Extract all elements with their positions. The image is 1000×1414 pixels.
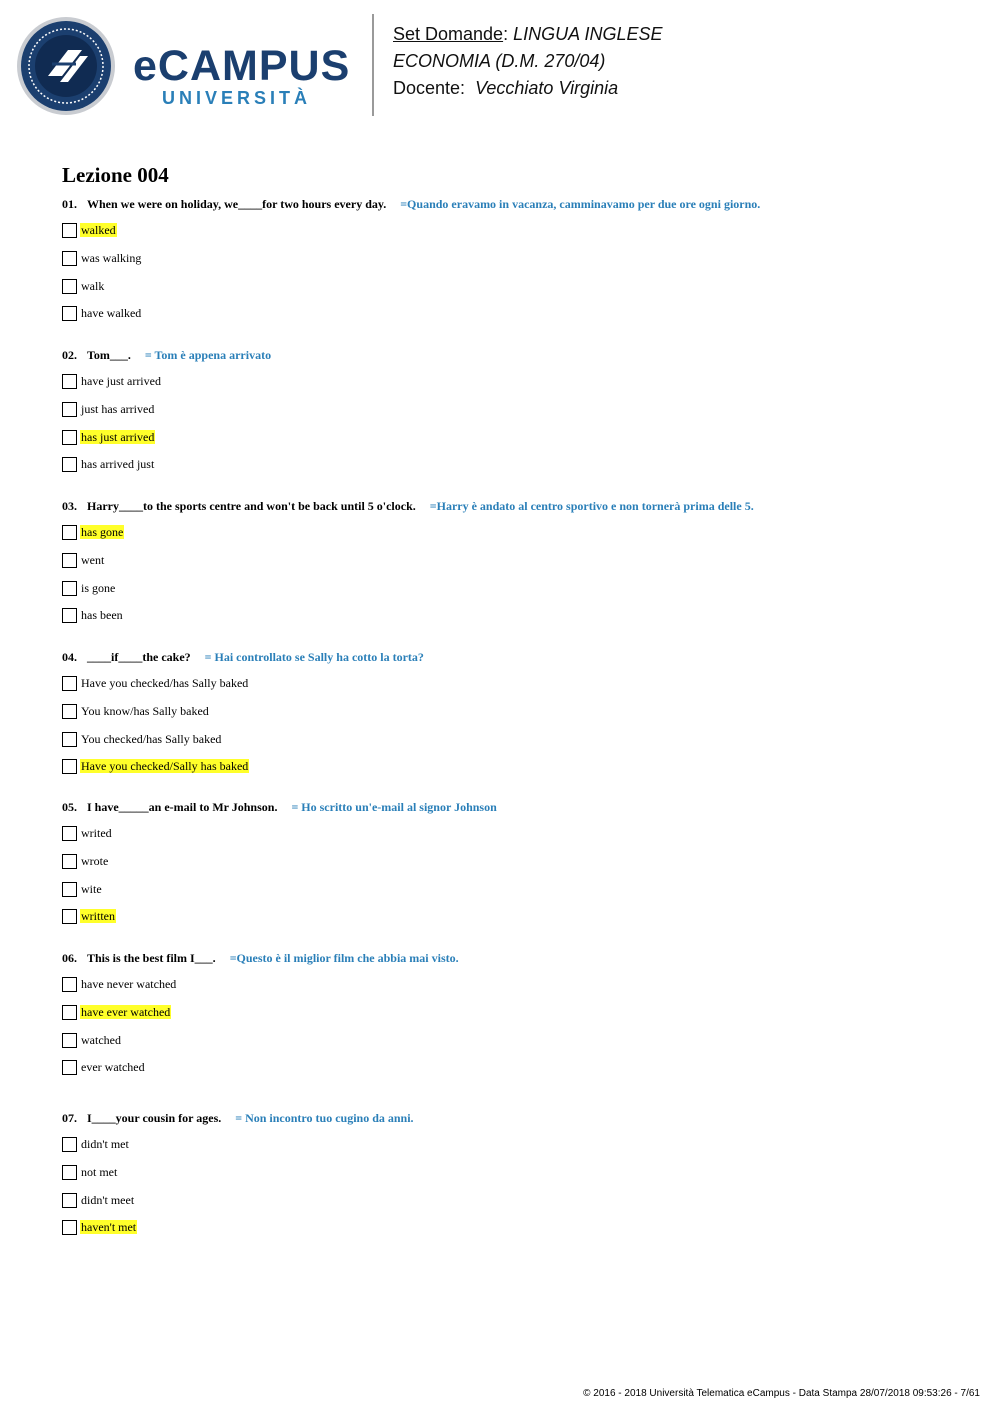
answer-checkbox[interactable] [62, 1033, 77, 1048]
page-header [0, 0, 1000, 130]
question-text: This is the best film I___. [87, 951, 216, 965]
answer-checkbox[interactable] [62, 430, 77, 445]
answer-checkbox[interactable] [62, 909, 77, 924]
correct-answer-label: haven't met [81, 1220, 137, 1234]
answer-checkbox[interactable] [62, 1165, 77, 1180]
question-2 [62, 348, 271, 363]
set-label: Set Domande [393, 24, 504, 44]
answer-label: didn't meet [81, 1193, 135, 1207]
question-4 [62, 650, 424, 665]
answer-label: wrote [81, 854, 109, 868]
answer-checkbox[interactable] [62, 374, 77, 389]
answer-checkbox[interactable] [62, 1193, 77, 1208]
answer-checkbox[interactable] [62, 676, 77, 691]
question-text: When we were on holiday, we____for two hours every day. [87, 197, 387, 211]
question-text: Harry____to the sports centre and won't be back until 5 o'clock. [87, 499, 416, 513]
answer-checkbox[interactable] [62, 1220, 77, 1235]
question-number: 01. [62, 197, 77, 211]
correct-answer-label: has gone [81, 525, 124, 539]
question-3 [62, 499, 754, 514]
answer-checkbox[interactable] [62, 1005, 77, 1020]
correct-answer-label: have ever watched [81, 1005, 171, 1019]
answer-label: have walked [81, 306, 142, 320]
answer-checkbox[interactable] [62, 1137, 77, 1152]
answer-checkbox[interactable] [62, 608, 77, 623]
answer-label: writed [81, 826, 112, 840]
question-translation: = Tom è appena arrivato [144, 348, 272, 362]
answer-label: You checked/has Sally baked [81, 732, 222, 746]
question-translation: =Quando eravamo in vacanza, camminavamo per due ore ogni giorno. [400, 197, 761, 211]
question-6 [62, 951, 459, 966]
answer-label: is gone [81, 581, 116, 595]
answer-label: went [81, 553, 105, 567]
answer-checkbox[interactable] [62, 553, 77, 568]
teacher-line [393, 78, 618, 99]
correct-answer-label: written [81, 909, 115, 923]
question-text: Tom___. [87, 348, 131, 362]
answer-label: wite [81, 882, 102, 896]
answer-checkbox[interactable] [62, 704, 77, 719]
question-translation: = Ho scritto un'e-mail al signor Johnson [291, 800, 497, 814]
question-number: 04. [62, 650, 77, 664]
set-line [393, 24, 663, 45]
answer-checkbox[interactable] [62, 279, 77, 294]
answer-label: didn't met [81, 1137, 129, 1151]
set-separator: : [503, 24, 509, 44]
logo-wordmark: eCAMPUS [133, 42, 351, 90]
answer-label: You know/has Sally baked [81, 704, 209, 718]
question-5 [62, 800, 497, 815]
header-divider [372, 14, 374, 116]
course: ECONOMIA (D.M. 270/04) [393, 51, 606, 71]
teacher-name: Vecchiato Virginia [475, 78, 619, 98]
correct-answer-label: has just arrived [81, 430, 155, 444]
answer-checkbox[interactable] [62, 251, 77, 266]
answer-checkbox[interactable] [62, 854, 77, 869]
answer-checkbox[interactable] [62, 581, 77, 596]
question-translation: = Non incontro tuo cugino da anni. [235, 1111, 414, 1125]
answer-label: has been [81, 608, 123, 622]
answer-checkbox[interactable] [62, 732, 77, 747]
question-text: I have_____an e-mail to Mr Johnson. [87, 800, 278, 814]
question-number: 07. [62, 1111, 77, 1125]
logo-subtitle: UNIVERSITÀ [162, 88, 312, 108]
ecampus-logo-badge [16, 16, 116, 116]
question-number: 06. [62, 951, 77, 965]
subject: LINGUA INGLESE [513, 24, 663, 44]
answer-label: has arrived just [81, 457, 155, 471]
answer-checkbox[interactable] [62, 882, 77, 897]
question-translation: =Harry è andato al centro sportivo e non tornerà prima delle 5. [429, 499, 754, 513]
question-1 [62, 197, 760, 212]
answer-checkbox[interactable] [62, 977, 77, 992]
answer-label: watched [81, 1033, 121, 1047]
question-text: ____if____the cake? [87, 650, 191, 664]
correct-answer-label: Have you checked/Sally has baked [81, 759, 249, 773]
question-translation: = Hai controllato se Sally ha cotto la torta? [204, 650, 424, 664]
question-text: I____your cousin for ages. [87, 1111, 222, 1125]
answer-checkbox[interactable] [62, 402, 77, 417]
answer-label: have never watched [81, 977, 177, 991]
correct-answer-label: walked [81, 223, 116, 237]
answer-checkbox[interactable] [62, 759, 77, 774]
question-number: 02. [62, 348, 77, 362]
answer-checkbox[interactable] [62, 306, 77, 321]
answer-checkbox[interactable] [62, 826, 77, 841]
answer-label: not met [81, 1165, 118, 1179]
answer-checkbox[interactable] [62, 457, 77, 472]
answer-checkbox[interactable] [62, 1060, 77, 1075]
answer-label: ever watched [81, 1060, 145, 1074]
answer-label: just has arrived [81, 402, 155, 416]
answer-label: was walking [81, 251, 142, 265]
answer-label: walk [81, 279, 105, 293]
answer-label: have just arrived [81, 374, 161, 388]
question-number: 03. [62, 499, 77, 513]
teacher-label: Docente: [393, 78, 466, 98]
course-line [393, 51, 605, 72]
answer-label: Have you checked/has Sally baked [81, 676, 249, 690]
page-footer: © 2016 - 2018 Università Telematica eCampus - Data Stampa 28/07/2018 09:53:26 - 7/61 [583, 1388, 980, 1399]
question-7 [62, 1111, 414, 1126]
lesson-title: Lezione 004 [62, 163, 169, 187]
question-number: 05. [62, 800, 77, 814]
answer-checkbox[interactable] [62, 525, 77, 540]
question-translation: =Questo è il miglior film che abbia mai visto. [229, 951, 459, 965]
answer-checkbox[interactable] [62, 223, 77, 238]
